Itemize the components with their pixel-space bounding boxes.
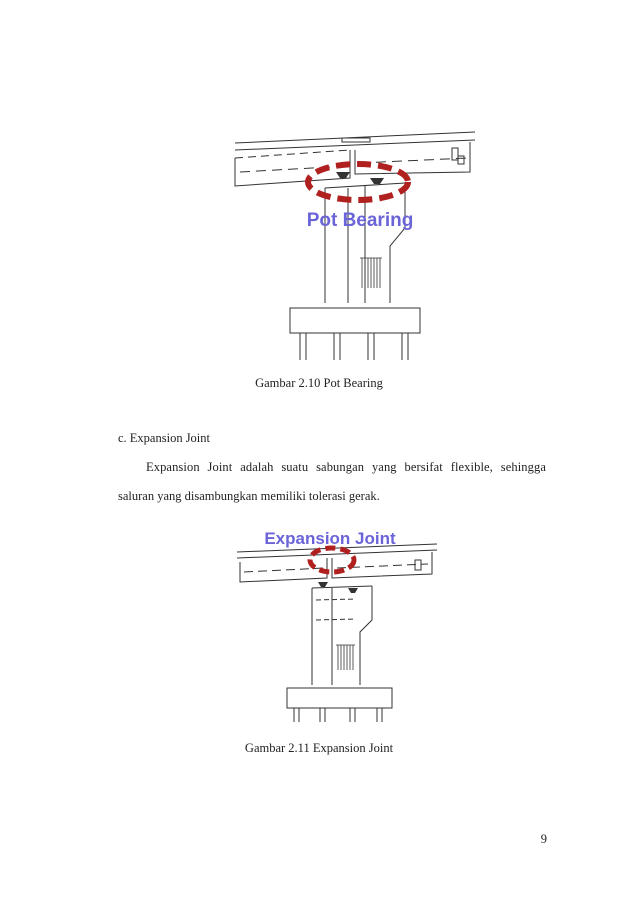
- section-heading: c. Expansion Joint: [118, 431, 211, 445]
- pot-bearing-label: Pot Bearing: [306, 210, 414, 231]
- paragraph-line-1: Expansion Joint adalah suatu sabungan yang bersifat flexible, sehingga: [146, 460, 546, 474]
- figure-1-caption: Gambar 2.10 Pot Bearing: [255, 376, 383, 390]
- page-number: 9: [540, 832, 547, 846]
- pot-bearing-drawing: [230, 128, 480, 368]
- figure-2-caption: Gambar 2.11 Expansion Joint: [244, 741, 394, 755]
- expansion-joint-figure: [232, 520, 442, 725]
- pot-bearing-figure: [230, 128, 480, 368]
- paragraph-line-2: saluran yang disambungkan memiliki tolerasi gerak.: [118, 489, 380, 503]
- expansion-joint-label: Expansion Joint: [264, 529, 396, 548]
- expansion-joint-drawing: [232, 520, 442, 725]
